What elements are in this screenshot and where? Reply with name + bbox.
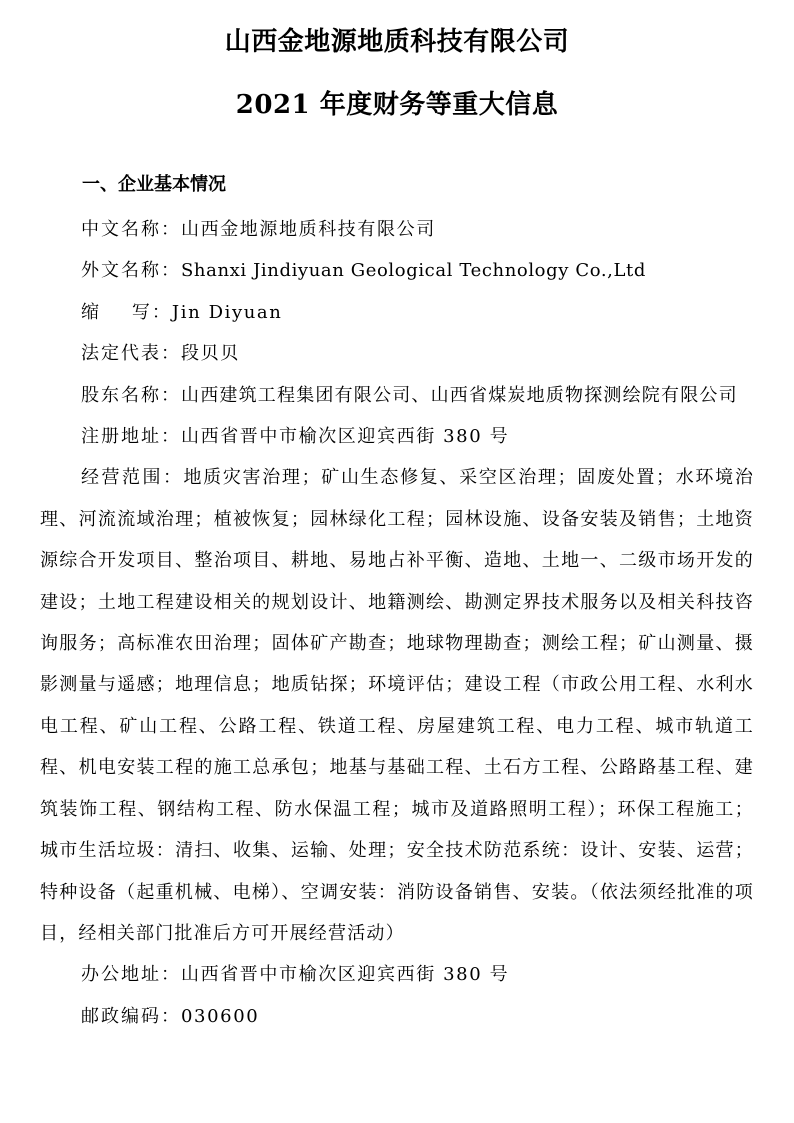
legal-representative-label: 法定代表： xyxy=(81,343,181,365)
shareholders-value: 山西建筑工程集团有限公司、山西省煤炭地质物探测绘院有限公司 xyxy=(181,384,738,406)
postal-code-label: 邮政编码： xyxy=(81,1005,181,1027)
chinese-name-label: 中文名称： xyxy=(81,219,181,240)
abbreviation-row xyxy=(40,292,754,333)
legal-representative-row xyxy=(40,333,754,374)
section-heading: 一、企业基本情况 xyxy=(82,174,226,195)
abbreviation-label: 缩 写： xyxy=(81,301,172,323)
business-scope-value: 地质灾害治理；矿山生态修复、采空区治理；固废处置；水环境治理、河流流域治理；植被恢复；园林绿化工程；园林设施、设备安装及销售；土地资源综合开发项目、整治项目、耕地、易地占补平衡、造地、土地一、二级市场开发的建设；土地工程建设相关的规划设计、地籍测绘、勘测定界技术服务以及相关科技咨询服务；高标准农田治理；固体矿产勘查；地球物理勘查；测绘工程；矿山测量、摄影测量与遥感；地理信息；地质钻探；环境评估；建设工程（市政公用工程、水利水电工程、矿山工程、公路工程、铁道工程、房屋建筑工程、电力工程、城市轨道工程、机电安装工程的施工总承包；地基与基础工程、土石方工程、公路路基工程、建筑装饰工程、钢结构工程、防水保温工程；城市及道路照明工程）；环保工程施工；城市生活垃圾：清扫、收集、运输、处理；安全技术防范系统：设计、安装、运营；特种设备（起重机械、电梯）、空调安装：消防设备销售、安装。（依法须经批准的项目，经相关部门批准后方可开展经营活动） xyxy=(40,467,755,944)
foreign-name-value: Shanxi Jindiyuan Geological Technology Co.,Ltd xyxy=(181,260,646,282)
office-address-value: 山西省晋中市榆次区迎宾西街 380 号 xyxy=(181,964,510,986)
legal-representative-value: 段贝贝 xyxy=(181,343,240,365)
foreign-name-row xyxy=(40,250,754,291)
abbreviation-value: Jin Diyuan xyxy=(171,301,283,323)
company-info xyxy=(40,209,754,1037)
chinese-name-value: 山西金地源地质科技有限公司 xyxy=(181,219,436,240)
office-address-row xyxy=(40,954,754,995)
foreign-name-label: 外文名称： xyxy=(81,260,181,282)
document-subtitle: 2021 年度财务等重大信息 xyxy=(235,90,559,120)
document-title: 山西金地源地质科技有限公司 xyxy=(224,27,570,57)
business-scope-row xyxy=(40,457,754,954)
postal-code-row xyxy=(40,996,754,1037)
registered-address-row xyxy=(40,416,754,457)
registered-address-value: 山西省晋中市榆次区迎宾西街 380 号 xyxy=(181,426,510,448)
chinese-name-row xyxy=(40,209,754,250)
postal-code-value: 030600 xyxy=(181,1005,260,1027)
office-address-label: 办公地址： xyxy=(81,964,181,986)
shareholders-label: 股东名称： xyxy=(81,384,181,406)
registered-address-label: 注册地址： xyxy=(81,426,181,448)
shareholders-row xyxy=(40,375,754,416)
business-scope-label: 经营范围： xyxy=(81,467,184,489)
